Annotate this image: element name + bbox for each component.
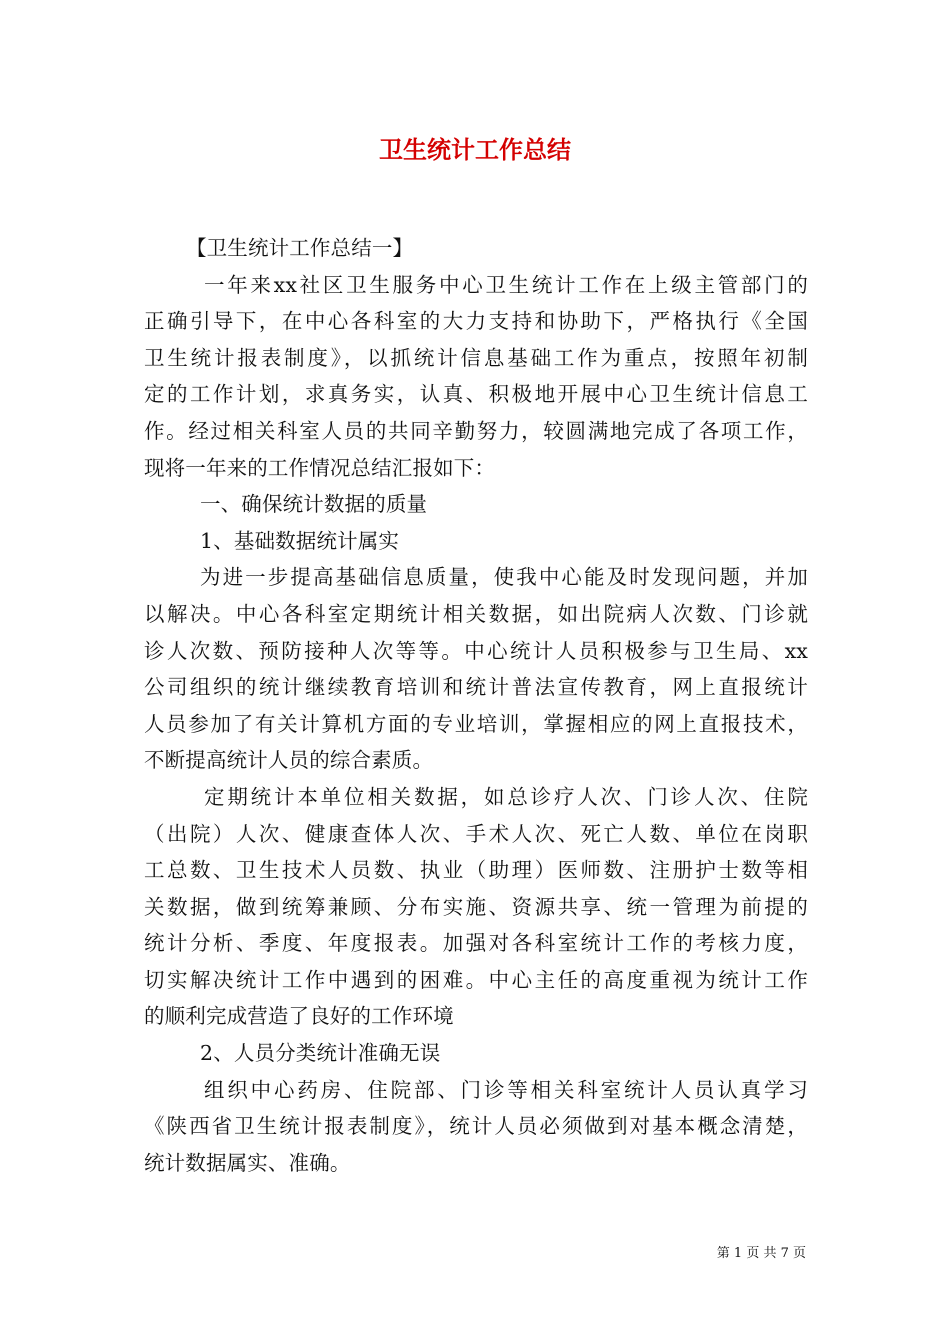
paragraph-line: 以解决。中心各科室定期统计相关数据，如出院病人次数、门诊就 bbox=[144, 601, 808, 626]
paragraph-line: 卫生统计报表制度》，以抓统计信息基础工作为重点，按照年初制 bbox=[144, 345, 808, 370]
paragraph-line: 切实解决统计工作中遇到的困难。中心主任的高度重视为统计工作 bbox=[144, 967, 808, 992]
paragraph-line: 统计数据属实、准确。 bbox=[144, 1150, 351, 1175]
paragraph-line: 《陕西省卫生统计报表制度》，统计人员必须做到对基本概念清楚， bbox=[144, 1114, 808, 1139]
paragraph-line: 不断提高统计人员的综合素质。 bbox=[144, 748, 434, 773]
paragraph-line: 为进一步提高基础信息质量，使我中心能及时发现问题，并加 bbox=[200, 565, 808, 590]
paragraph-line: 组织中心药房、住院部、门诊等相关科室统计人员认真学习 bbox=[204, 1077, 808, 1102]
page-title: 卫生统计工作总结 bbox=[379, 136, 571, 164]
document-body bbox=[144, 230, 808, 1181]
paragraph-line: 现将一年来的工作情况总结汇报如下： bbox=[144, 455, 496, 480]
paragraph-line: 的顺利完成营造了良好的工作环境 bbox=[144, 1004, 454, 1029]
paragraph-line: 统计分析、季度、年度报表。加强对各科室统计工作的考核力度， bbox=[144, 931, 808, 956]
paragraph-line: 作。经过相关科室人员的共同辛勤努力，较圆满地完成了各项工作， bbox=[144, 418, 808, 443]
paragraph-line: （出院）人次、健康查体人次、手术人次、死亡人数、单位在岗职 bbox=[144, 821, 808, 846]
paragraph-line: 公司组织的统计继续教育培训和统计普法宣传教育，网上直报统计 bbox=[144, 675, 808, 700]
subsection-heading: 2、人员分类统计准确无误 bbox=[200, 1041, 441, 1066]
page-number-footer: 第 1 页 共 7 页 bbox=[716, 1246, 806, 1261]
paragraph-line: 定期统计本单位相关数据，如总诊疗人次、门诊人次、住院 bbox=[204, 784, 808, 809]
section-heading: 【卫生统计工作总结一】 bbox=[186, 236, 414, 260]
paragraph-line: 定的工作计划，求真务实，认真、积极地开展中心卫生统计信息工 bbox=[144, 382, 808, 407]
paragraph-line: 工总数、卫生技术人员数、执业（助理）医师数、注册护士数等相 bbox=[144, 858, 808, 883]
paragraph-line: 一年来xx社区卫生服务中心卫生统计工作在上级主管部门的 bbox=[204, 272, 808, 297]
paragraph-line: 诊人次数、预防接种人次等等。中心统计人员积极参与卫生局、xx bbox=[144, 638, 808, 663]
subsection-heading: 1、基础数据统计属实 bbox=[200, 528, 400, 553]
section-heading: 一、确保统计数据的质量 bbox=[200, 492, 428, 517]
paragraph-line: 正确引导下，在中心各科室的大力支持和协助下，严格执行《全国 bbox=[144, 309, 808, 334]
paragraph-line: 人员参加了有关计算机方面的专业培训，掌握相应的网上直报技术， bbox=[144, 711, 808, 736]
paragraph-line: 关数据，做到统筹兼顾、分布实施、资源共享、统一管理为前提的 bbox=[144, 894, 808, 919]
